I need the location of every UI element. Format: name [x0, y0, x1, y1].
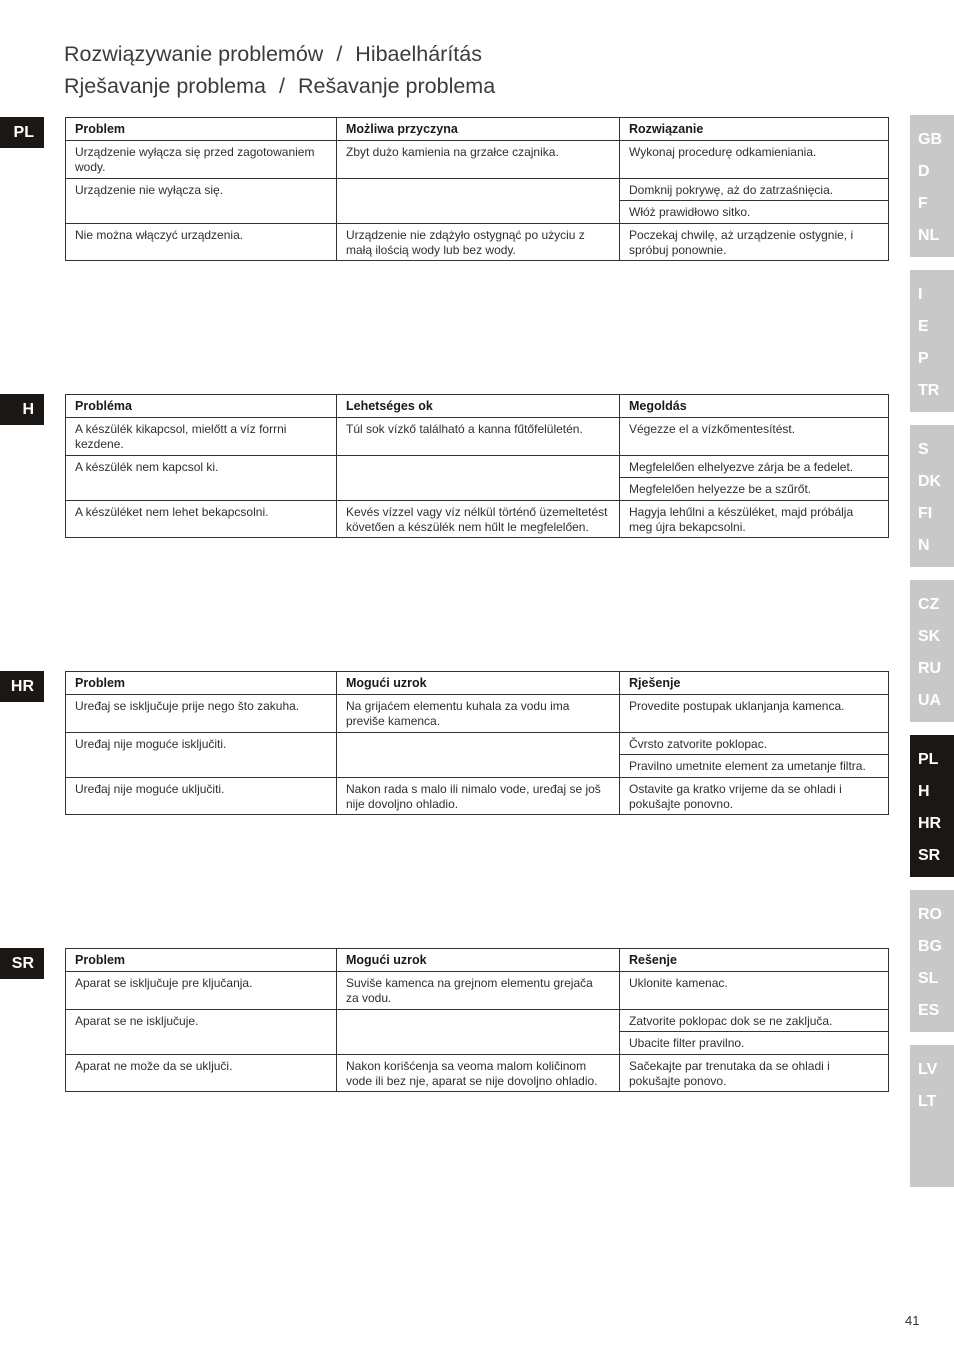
troubleshooting-table-sr — [65, 948, 889, 1092]
cause-cell: Nakon korišćenja sa veoma malom količinom vode ili bez nje, aparat se nije dovoljno ohladio. — [337, 1055, 620, 1092]
language-tab-es: ES — [918, 1002, 940, 1019]
language-tab-d: D — [918, 163, 930, 180]
column-header-problem: Probléma — [66, 395, 337, 418]
language-tab-n: N — [918, 537, 930, 554]
solution-cell: Megfelelően elhelyezve zárja be a fedelet. — [620, 456, 889, 478]
problem-cell: Urządzenie nie wyłącza się. — [66, 179, 337, 224]
language-tab-lt: LT — [918, 1093, 937, 1110]
table-row — [66, 733, 889, 755]
section-label-hr: HR — [0, 671, 44, 702]
column-header-problem: Problem — [66, 672, 337, 695]
problem-cell: Aparat se isključuje pre ključanja. — [66, 972, 337, 1010]
column-header-problem: Problem — [66, 118, 337, 141]
title-separator: / — [336, 42, 343, 66]
language-tab-p: P — [918, 350, 929, 367]
column-header-cause: Mogući uzrok — [337, 949, 620, 972]
table-row — [66, 501, 889, 538]
solution-cell: Pravilno umetnite element za umetanje filtra. — [620, 755, 889, 778]
language-tab-cz: CZ — [918, 596, 940, 613]
column-header-solution: Rešenje — [620, 949, 889, 972]
section-label-sr: SR — [0, 948, 44, 979]
solution-cell: Čvrsto zatvorite poklopac. — [620, 733, 889, 755]
column-header-cause: Lehetséges ok — [337, 395, 620, 418]
solution-cell: Megfelelően helyezze be a szűrőt. — [620, 478, 889, 501]
solution-cell: Hagyja lehűlni a készüléket, majd próbálja meg újra bekapcsolni. — [620, 501, 889, 538]
language-tab-bg: BG — [918, 938, 942, 955]
section-label-h: H — [0, 394, 44, 425]
title-hungarian: Hibaelhárítás — [355, 42, 482, 66]
problem-cell: Uređaj nije moguće uključiti. — [66, 778, 337, 815]
cause-cell: Urządzenie nie zdążyło ostygnąć po użyciu z małą ilością wody lub bez wody. — [337, 224, 620, 261]
language-tab-dk: DK — [918, 473, 942, 490]
title-polish: Rozwiązywanie problemów — [64, 42, 324, 66]
table-row — [66, 1010, 889, 1032]
solution-cell: Ostavite ga kratko vrijeme da se ohladi i pokušajte ponovno. — [620, 778, 889, 815]
language-index-sidebar — [910, 115, 954, 1200]
title-serbian: Rešavanje problema — [297, 74, 496, 98]
language-tab-gb: GB — [918, 131, 942, 148]
language-tab-ru: RU — [918, 660, 942, 677]
table-row — [66, 778, 889, 815]
cause-cell: Zbyt dużo kamienia na grzałce czajnika. — [337, 141, 620, 179]
table-row — [66, 179, 889, 201]
problem-cell: Nie można włączyć urządzenia. — [66, 224, 337, 261]
language-tab-e: E — [918, 318, 929, 335]
language-tab-pl: PL — [918, 751, 939, 768]
troubleshooting-table-pl — [65, 117, 889, 261]
page-title — [64, 38, 495, 102]
table-row — [66, 418, 889, 456]
language-tab-f: F — [918, 195, 928, 212]
solution-cell: Végezze el a vízkőmentesítést. — [620, 418, 889, 456]
column-header-solution: Rozwiązanie — [620, 118, 889, 141]
title-separator: / — [278, 74, 285, 98]
problem-cell: A készüléket nem lehet bekapcsolni. — [66, 501, 337, 538]
solution-cell: Włóż prawidłowo sitko. — [620, 201, 889, 224]
solution-cell: Sačekajte par trenutaka da se ohladi i pokušajte ponovo. — [620, 1055, 889, 1092]
problem-cell: Uređaj nije moguće isključiti. — [66, 733, 337, 778]
title-croatian: Rješavanje problema — [64, 74, 266, 98]
table-header-row — [66, 672, 889, 695]
solution-cell: Zatvorite poklopac dok se ne zaključa. — [620, 1010, 889, 1032]
troubleshooting-table-hr — [65, 671, 889, 815]
table-row — [66, 456, 889, 478]
solution-cell: Provedite postupak uklanjanja kamenca. — [620, 695, 889, 733]
language-tab-ua: UA — [918, 692, 942, 709]
problem-cell: Aparat se ne isključuje. — [66, 1010, 337, 1055]
language-group — [910, 1045, 954, 1187]
column-header-cause: Mogući uzrok — [337, 672, 620, 695]
solution-cell: Domknij pokrywę, aż do zatrzaśnięcia. — [620, 179, 889, 201]
cause-cell: Na grijaćem elementu kuhala za vodu ima prevіše kamenca. — [337, 695, 620, 733]
language-tab-sk: SK — [918, 628, 941, 645]
problem-cell: Uređaj se isključuje prije nego što zakuha. — [66, 695, 337, 733]
troubleshooting-table-h — [65, 394, 889, 538]
cause-cell-empty — [337, 1010, 620, 1055]
language-group-active — [910, 735, 954, 877]
table-row — [66, 972, 889, 1010]
problem-cell: Aparat ne može da se uključi. — [66, 1055, 337, 1092]
language-group — [910, 890, 954, 1032]
language-tab-h: H — [918, 783, 930, 800]
column-header-cause: Możliwa przyczyna — [337, 118, 620, 141]
table-row — [66, 141, 889, 179]
language-tab-i: I — [918, 286, 923, 303]
language-tab-ro: RO — [918, 906, 942, 923]
language-tab-fi: FI — [918, 505, 933, 522]
language-group — [910, 425, 954, 567]
table-header-row — [66, 395, 889, 418]
cause-cell-empty — [337, 456, 620, 501]
column-header-problem: Problem — [66, 949, 337, 972]
language-tab-s: S — [918, 441, 929, 458]
title-line-2 — [64, 70, 495, 102]
problem-cell: A készülék nem kapcsol ki. — [66, 456, 337, 501]
table-header-row — [66, 949, 889, 972]
problem-cell: A készülék kikapcsol, mielőtt a víz forrni kezdene. — [66, 418, 337, 456]
language-tab-lv: LV — [918, 1061, 938, 1078]
table-row — [66, 695, 889, 733]
problem-cell: Urządzenie wyłącza się przed zagotowaniem wody. — [66, 141, 337, 179]
language-group — [910, 270, 954, 412]
language-tab-nl: NL — [918, 227, 940, 244]
column-header-solution: Rješenje — [620, 672, 889, 695]
table-row — [66, 1055, 889, 1092]
table-header-row — [66, 118, 889, 141]
cause-cell: Kevés vízzel vagy víz nélkül történő üzemeltetést követően a készülék nem hűlt le megfelelően. — [337, 501, 620, 538]
solution-cell: Ubacite filter pravilno. — [620, 1032, 889, 1055]
cause-cell: Túl sok vízkő található a kanna fűtőfelületén. — [337, 418, 620, 456]
page-number: 41 — [905, 1313, 920, 1328]
solution-cell: Uklonite kamenac. — [620, 972, 889, 1010]
solution-cell: Poczekaj chwilę, aż urządzenie ostygnie, i spróbuj ponownie. — [620, 224, 889, 261]
language-group — [910, 115, 954, 257]
cause-cell: Nakon rada s malo ili nimalo vode, uređaj se još nije dovoljno ohladio. — [337, 778, 620, 815]
language-tab-sl: SL — [918, 970, 939, 987]
cause-cell-empty — [337, 179, 620, 224]
column-header-solution: Megoldás — [620, 395, 889, 418]
cause-cell-empty — [337, 733, 620, 778]
title-line-1 — [64, 38, 495, 70]
section-label-pl: PL — [0, 117, 44, 148]
language-tab-hr: HR — [918, 815, 942, 832]
language-tab-sr: SR — [918, 847, 941, 864]
language-tab-tr: TR — [918, 382, 940, 399]
language-group — [910, 580, 954, 722]
solution-cell: Wykonaj procedurę odkamieniania. — [620, 141, 889, 179]
table-row — [66, 224, 889, 261]
cause-cell: Suviše kamenca na grejnom elementu grejača za vodu. — [337, 972, 620, 1010]
